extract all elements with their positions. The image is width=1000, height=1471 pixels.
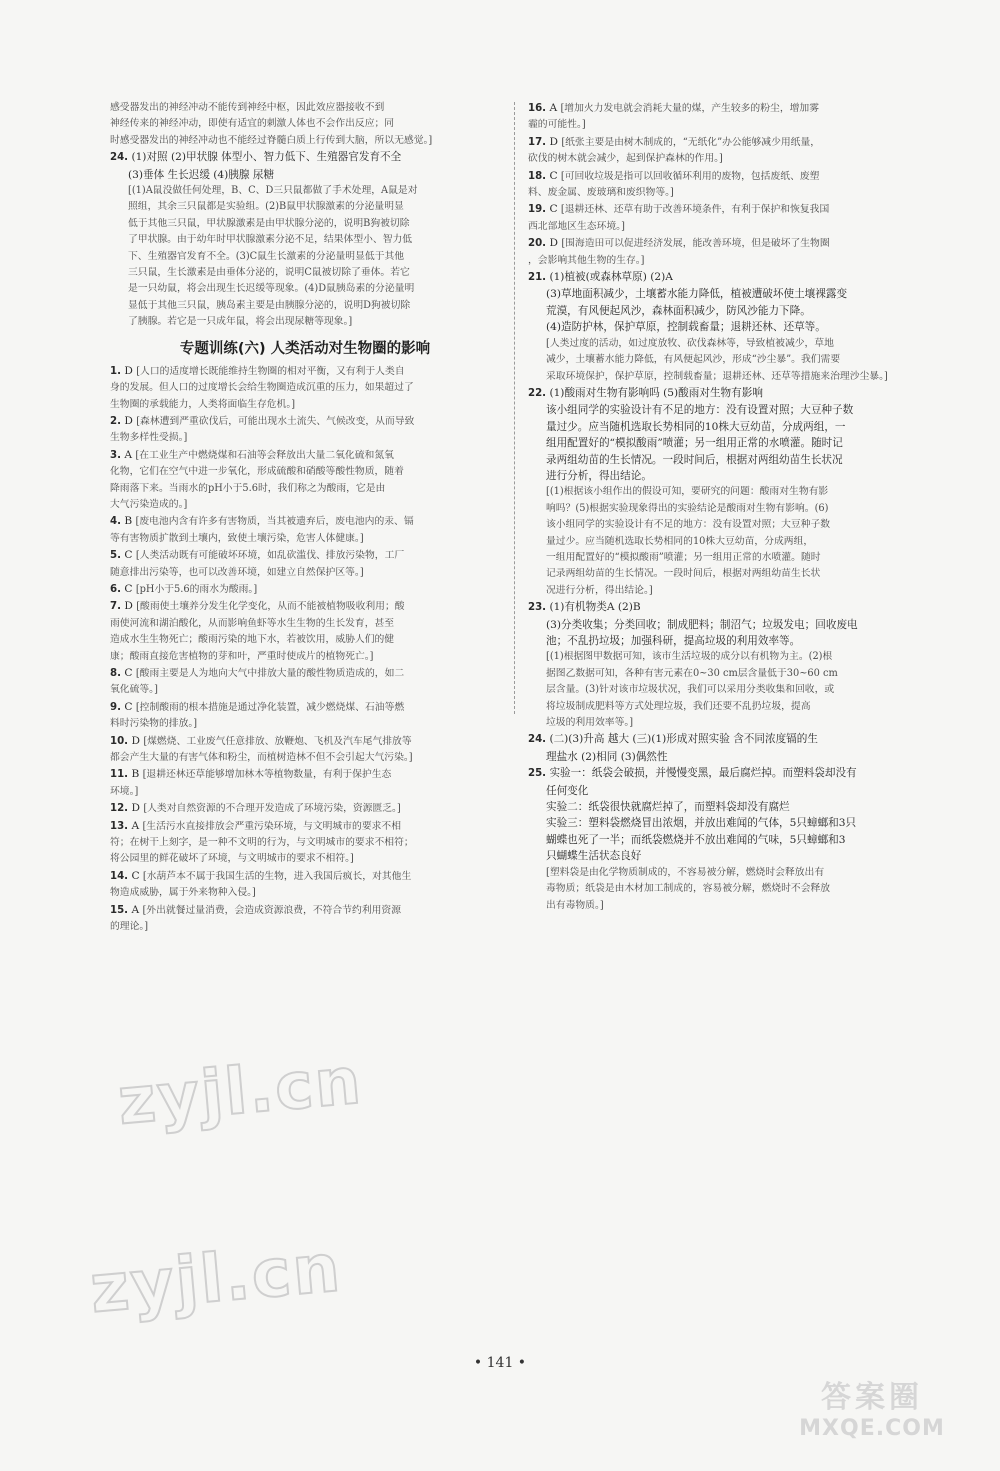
answer-line xyxy=(528,783,920,799)
answer-item xyxy=(110,868,500,902)
answer-choice: B xyxy=(124,515,133,528)
answer-line xyxy=(528,419,920,435)
answer-line xyxy=(110,766,500,783)
answer-item xyxy=(110,581,500,598)
corner-logo xyxy=(782,1372,962,1441)
explanation-text: 了胰腺。若它是一只成年鼠，将会出现尿糖等现象。] xyxy=(128,316,353,328)
question-number: 11. xyxy=(110,769,129,781)
answer-choice: C xyxy=(124,700,133,713)
answer-line xyxy=(110,413,500,430)
answer-line xyxy=(110,598,500,615)
answer-item xyxy=(528,235,920,269)
explanation-text: 感受器发出的神经冲动不能传到神经中枢，因此效应器接收不到 xyxy=(110,102,385,113)
explanation-text: 出有毒物质。] xyxy=(546,899,604,911)
explanation-text: 身的发展。但人口的过度增长会给生物圈造成沉重的压力，如果超过了 xyxy=(110,382,414,394)
question-number: 24. xyxy=(528,734,547,746)
explanation-text: 况进行分析，得出结论。] xyxy=(546,584,653,596)
explanation-text: [控制酸雨的根本措施是通过净化装置，减少燃烧煤、石油等燃 xyxy=(135,701,405,713)
explanation-text: 层含量。(3)针对该市垃圾状况，我们可以采用分类收集和回收，或 xyxy=(546,684,835,696)
answer-text: (二)(3)升高 越大 (三)(1)形成对照实验 含不同浓度镉的生 xyxy=(549,733,818,746)
answer-item xyxy=(110,699,500,733)
question-number: 20. xyxy=(528,238,547,250)
answer-line xyxy=(110,513,500,530)
answer-choice: A xyxy=(124,448,132,461)
logo-url: MXQE.COM xyxy=(799,1416,945,1441)
answer-line xyxy=(528,749,920,765)
question-number: 3. xyxy=(110,449,121,461)
explanation-text: 显低于其他三只鼠，胰岛素主要是由胰腺分泌的，说明D狗被切除 xyxy=(128,299,411,311)
explanation-text: 康；酸雨直接危害植物的芽和叶，严重时使成片的植物死亡。] xyxy=(110,650,374,662)
explanation-text: [人口的适度增长既能维持生物圈的相对平衡，又有利于人类自 xyxy=(136,365,405,377)
answer-item xyxy=(110,413,500,447)
answer-choice: C xyxy=(124,582,133,595)
explanation-text: 将垃圾制成肥料等方式处理垃圾，我们还要不乱扔垃圾，提高 xyxy=(546,700,811,712)
question-number: 8. xyxy=(110,668,121,679)
question-number: 25. xyxy=(528,768,547,780)
answer-item xyxy=(110,598,500,665)
question-number: 9. xyxy=(110,701,121,713)
explanation-text: 下、生殖器官发育不全。(3)C鼠生长激素的分泌量明显低于其他 xyxy=(128,250,405,262)
answer-line xyxy=(528,731,920,748)
answer-line xyxy=(528,235,920,252)
explanation-text: 砍伐的树木就会减少，起到保护森林的作用。] xyxy=(528,153,723,165)
answer-line xyxy=(110,800,500,817)
explanation-text: 垃圾的利用效率等。] xyxy=(546,717,634,729)
explanation-text: [水葫芦本不属于我国生活的生物，进入我国后疯长，对其他生 xyxy=(142,870,412,882)
explanation-text: 降雨落下来。当雨水的pH小于5.6时，我们称之为酸雨，它是由 xyxy=(110,482,386,494)
answer-choice: A xyxy=(549,102,558,114)
answer-item xyxy=(110,665,500,699)
explanation-text: 符；在树干上刻字，是一种不文明的行为，与文明城市的要求不相符； xyxy=(110,837,414,849)
answer-text: 量过少。应当随机选取长势相同的10株大豆幼苗，分成两组，一 xyxy=(546,420,846,433)
explanation-text: 氧化硫等。] xyxy=(110,684,158,696)
question-number: 23. xyxy=(528,602,547,614)
answer-text: 理盐水 (2)相同 (3)偶然性 xyxy=(546,750,668,763)
answer-text: 任何变化 xyxy=(546,784,589,797)
answer-line xyxy=(528,319,920,335)
answer-text: (3)草地面积减少，土壤蓄水能力降低，植被遭破坏使土壤裸露变 xyxy=(546,288,848,301)
answer-text: (3)分类收集；分类回收；制成肥料；制沼气；垃圾发电；回收废电 xyxy=(546,618,858,631)
answer-line xyxy=(110,149,500,166)
explanation-text: 西北部地区生态环境。] xyxy=(528,220,625,232)
column-divider xyxy=(514,102,515,714)
explanation-text: [纸张主要是由树木制成的，“无纸化”办公能够减少用纸量， xyxy=(561,136,821,148)
answer-line xyxy=(528,201,920,218)
question-number: 24. xyxy=(110,152,129,164)
answer-item xyxy=(110,547,500,581)
explanation-text: 都会产生大量的有害气体和粉尘，而植树造林不但不会引起大气污染。] xyxy=(110,752,413,764)
explanation-text: 一组用配置好的“模拟酸雨”喷灌；另一组用正常的水喷灌。随时 xyxy=(546,551,821,563)
explanation-text: 化物，它们在空气中进一步氧化，形成硫酸和硝酸等酸性物质，随着 xyxy=(110,466,404,478)
explanation-text: 采取环境保护，保护草原，控制载畜量；退耕还林、还草等措施来治理沙尘暴。] xyxy=(546,370,888,382)
answer-choice: B xyxy=(131,768,140,781)
question-number: 12. xyxy=(110,803,129,815)
answer-item xyxy=(528,134,920,168)
answer-line xyxy=(528,633,920,649)
answer-item xyxy=(528,201,920,235)
answer-item xyxy=(110,363,500,413)
question-number: 1. xyxy=(110,365,121,377)
answer-item xyxy=(528,100,920,134)
answer-line xyxy=(528,303,920,319)
answer-line xyxy=(528,385,920,402)
question-number: 18. xyxy=(528,170,547,182)
explanation-text: 料、废金属、废玻璃和废织物等。] xyxy=(528,187,674,199)
answer-item xyxy=(110,766,500,800)
answer-choice: D xyxy=(124,600,133,613)
explanation-text: [(1)根据图甲数据可知，该市生活垃圾的成分以有机物为主。(2)根 xyxy=(546,651,833,663)
explanation-text: [在工业生产中燃烧煤和石油等会释放出大量二氧化硫和氮氧 xyxy=(135,449,394,461)
explanation-text: [人类过度的活动，如过度放牧、砍伐森林等，导致植被减少，草地 xyxy=(546,337,834,349)
answer-line xyxy=(528,452,920,468)
question-number: 14. xyxy=(110,870,129,882)
explanation-text: 物造成威胁，属于外来物种入侵。] xyxy=(110,887,256,899)
question-number: 17. xyxy=(528,136,547,148)
answer-text: 只蝴蝶生活状态良好 xyxy=(546,850,642,863)
explanation-text: 量过少。应当随机选取长势相同的10株大豆幼苗，分成两组， xyxy=(546,535,814,547)
question-number: 16. xyxy=(528,103,547,114)
explanation-text: [煤燃烧、工业废气任意排放、放鞭炮、飞机及汽车尾气排放等 xyxy=(143,735,412,747)
answer-item xyxy=(528,765,920,914)
explanation-text: [塑料袋是由化学物质制成的，不容易被分解，燃烧时会释放出有 xyxy=(546,866,825,878)
logo-text: 答案圈 xyxy=(821,1380,923,1415)
answer-choice: A xyxy=(131,819,140,832)
answer-line xyxy=(528,269,920,286)
answer-choice: C xyxy=(131,869,140,882)
answer-text: (3)垂体 生长迟缓 (4)胰腺 尿糖 xyxy=(128,168,275,181)
explanation-text: [pH小于5.6的雨水为酸雨。] xyxy=(135,583,258,595)
answer-line xyxy=(110,363,500,380)
answer-choice: C xyxy=(549,169,558,182)
explanation-text: 据图乙数据可知，各种有害元素在0~30 cm层含量低于30~60 cm xyxy=(546,667,838,679)
left-column xyxy=(110,100,500,936)
answer-text: 荒漠，有风便起风沙，森林面积减少，防风沙能力下降。 xyxy=(546,304,811,317)
question-number: 21. xyxy=(528,272,547,284)
section-title: 专题训练(六) 人类活动对生物圈的影响 xyxy=(179,340,431,357)
answer-choice: D xyxy=(124,364,133,377)
question-number: 19. xyxy=(528,204,547,216)
answer-choice: C xyxy=(124,667,133,679)
explanation-text: 生物圈的承载能力，人类将面临生存危机。] xyxy=(110,398,296,410)
question-number: 6. xyxy=(110,583,121,595)
explanation-text: 造成水生生物死亡；酸雨污染的地下水，若被饮用，威胁人们的健 xyxy=(110,634,395,646)
explanation-text: 照组，其余三只鼠都是实验组。(2)B鼠甲状腺激素的分泌量明显 xyxy=(128,201,404,213)
explanation-text: 三只鼠，生长激素是由垂体分泌的，说明C鼠被切除了垂体。若它 xyxy=(128,267,410,279)
watermark: zyjl.cn xyxy=(115,1044,366,1140)
explanation-text: [人类活动既有可能破坏环境，如乱砍滥伐、排放污染物，工厂 xyxy=(135,550,405,562)
answer-line xyxy=(528,168,920,185)
explanation-text: [外出就餐过量消费，会造成资源浪费，不符合节约利用资源 xyxy=(142,904,402,916)
explanation-text: 霾的可能性。] xyxy=(528,119,586,131)
question-number: 2. xyxy=(110,415,121,427)
explanation-text: [(1)根据该小组作出的假设可知，要研究的问题：酸雨对生物有影 xyxy=(546,486,829,498)
explanation-text: [退耕还林、还草有助于改善环境条件，有利于保护和恢复我国 xyxy=(560,204,830,216)
answer-item xyxy=(110,447,500,514)
explanation-text: 该小组同学的实验设计有不足的地方：没有设置对照；大豆种子数 xyxy=(546,519,831,531)
question-number: 15. xyxy=(110,904,129,916)
answer-line xyxy=(110,733,500,750)
answer-choice: A xyxy=(131,903,140,916)
answer-line xyxy=(528,402,920,418)
answer-item xyxy=(110,149,500,330)
explanation-text: [增加火力发电就会消耗大量的煤，产生较多的粉尘，增加雾 xyxy=(560,103,820,114)
answer-text: 录两组幼苗的生长情况。一段时间后，根据对两组幼苗生长状况 xyxy=(546,453,843,466)
explanation-text: [(1)A鼠没做任何处理，B、C、D三只鼠都做了手术处理，A鼠是对 xyxy=(128,185,418,197)
question-number: 4. xyxy=(110,516,121,528)
answer-text: 实验二：纸袋很快就腐烂掉了，而塑料袋却没有腐烂 xyxy=(546,801,790,814)
answer-item xyxy=(110,800,500,817)
answer-line xyxy=(110,818,500,835)
answer-line xyxy=(528,286,920,302)
answer-item xyxy=(110,733,500,767)
explanation-text: [人类对自然资源的不合理开发造成了环境污染，资源匮乏。] xyxy=(143,803,401,815)
explanation-text: [退耕还林还草能够增加林木等植物数量，有利于保护生态 xyxy=(142,769,392,781)
question-number: 22. xyxy=(528,387,547,399)
answer-item xyxy=(110,513,500,547)
explanation-text: 减少，土壤蓄水能力降低，有风便起风沙，形成“沙尘暴”。我们需要 xyxy=(546,354,841,366)
answer-line xyxy=(528,848,920,864)
answer-item xyxy=(528,269,920,385)
answer-choice: D xyxy=(131,734,140,747)
answer-line xyxy=(110,447,500,464)
answer-choice: C xyxy=(124,549,133,562)
explanation-text: 了甲状腺。由于幼年时甲状腺激素分泌不足，结果体型小、智力低 xyxy=(128,234,413,246)
explanation-text: 等有害物质扩散到土壤内，致使土壤污染，危害人体健康。] xyxy=(110,532,364,544)
answer-line xyxy=(528,765,920,782)
answer-text: 该小组同学的实验设计有不足的地方：没有设置对照；大豆种子数 xyxy=(546,404,854,417)
explanation-text: 环境。] xyxy=(110,785,139,797)
answer-line xyxy=(528,468,920,484)
explanation-text: 雨使河流和湖泊酸化，从而影响鱼虾等水生生物的生长发育，甚至 xyxy=(110,617,395,629)
explanation-text: 低于其他三只鼠，甲状腺激素是由甲状腺分泌的，说明B狗被切除 xyxy=(128,217,410,229)
answer-item xyxy=(528,731,920,765)
explanation-text: [废电池内含有许多有害物质，当其被遗弃后，废电池内的汞、镉 xyxy=(135,516,414,528)
explanation-text: 时感受器发出的神经冲动也不能经过脊髓白质上行传到大脑，所以无感觉。] xyxy=(110,134,433,146)
answer-text: 实验一：纸袋会破损，并慢慢变黑，最后腐烂掉。而塑料袋却没有 xyxy=(549,767,857,780)
answer-line xyxy=(110,547,500,564)
answer-line xyxy=(528,832,920,848)
answer-line xyxy=(528,617,920,633)
explanation-text: [酸雨使土壤养分发生化学变化，从而不能被植物吸收利用；酸 xyxy=(136,601,405,613)
answer-item xyxy=(528,599,920,731)
explanation-text: 记录两组幼苗的生长情况。一段时间后，根据对两组幼苗生长状 xyxy=(546,568,821,580)
answer-line xyxy=(528,134,920,151)
answer-choice: D xyxy=(549,237,558,250)
answer-choice: D xyxy=(124,414,133,427)
answer-item xyxy=(528,168,920,202)
answer-line xyxy=(110,699,500,716)
answer-text: (1)植被(或森林草原) (2)A xyxy=(549,271,673,284)
question-number: 7. xyxy=(110,601,121,613)
answer-line xyxy=(528,100,920,117)
answer-text: 蝴蝶也死了一半；而纸袋燃烧并不放出难闻的气味，5只蟑螂和3 xyxy=(546,833,846,846)
answer-text: 组用配置好的“模拟酸雨”喷灌；另一组用正常的水喷灌。随时记 xyxy=(546,437,843,450)
answer-line xyxy=(528,435,920,451)
page-number: • 141 • xyxy=(473,1355,527,1371)
answer-text: 实验三：塑料袋燃烧冒出浓烟，并放出难闻的气体，5只蟑螂和3只 xyxy=(546,817,857,830)
question-number: 13. xyxy=(110,820,129,832)
explanation-text: 生物多样性受损。] xyxy=(110,432,188,444)
explanation-text: [酸雨主要是人为地向大气中排放大量的酸性物质造成的，如二 xyxy=(135,668,405,679)
answer-text: (1)酸雨对生物有影响吗 (5)酸雨对生物有影响 xyxy=(549,386,763,399)
explanation-text: 随意排出污染等，也可以改善环境，如建立自然保护区等。] xyxy=(110,566,364,578)
answer-choice: D xyxy=(131,802,140,815)
explanation-text: 大气污染造成的。] xyxy=(110,498,188,510)
explanation-text: [生活污水直接排放会严重污染环境，与文明城市的要求不相 xyxy=(142,820,402,832)
explanation-text: [森林遭到严重砍伐后，可能出现水土流失、气候改变，从而导致 xyxy=(136,415,415,427)
explanation-text: 响吗？(5)根据实验现象得出的实验结论是酸雨对生物有影响。(6) xyxy=(546,502,829,514)
answer-item xyxy=(110,902,500,936)
answer-line xyxy=(528,799,920,815)
answer-text: (1)对照 (2)甲状腺 体型小、智力低下、生殖器官发育不全 xyxy=(131,151,402,164)
answer-line xyxy=(110,868,500,885)
answer-choice: D xyxy=(549,135,558,148)
explanation-text: 将公园里的鲜花破坏了环境，与文明城市的要求不相符。] xyxy=(110,853,354,865)
answer-choice: C xyxy=(549,203,558,216)
answer-line xyxy=(528,599,920,616)
explanation-text: 是一只幼鼠，将会出现生长迟缓等现象。(4)D鼠胰岛素的分泌量明 xyxy=(128,283,415,295)
explanation-text: 料时污染物的排放。] xyxy=(110,718,198,730)
explanation-text: 神经传来的神经冲动，即使有适宜的刺激人体也不会作出反应；同 xyxy=(110,118,395,130)
question-number: 10. xyxy=(110,735,129,747)
explanation-text: ，会影响其他生物的生存。] xyxy=(528,254,645,266)
answer-text: 池；不乱扔垃圾；加强科研，提高垃圾的利用效率等。 xyxy=(546,635,801,647)
answer-item xyxy=(110,818,500,868)
answer-line xyxy=(110,581,500,598)
answer-text: 进行分析，得出结论。 xyxy=(546,469,652,482)
answer-line xyxy=(528,815,920,831)
question-number: 5. xyxy=(110,550,121,562)
explanation-text: [可回收垃圾是指可以回收循环利用的废物，包括废纸、废塑 xyxy=(560,170,820,182)
explanation-text: 毒物质；纸袋是由木材加工制成的，容易被分解，燃烧时不会释放 xyxy=(546,883,831,895)
explanation-text: 的理论。] xyxy=(110,921,149,933)
watermark: zyjl.cn xyxy=(87,1229,345,1328)
answer-line xyxy=(110,902,500,919)
answer-line xyxy=(110,665,500,682)
right-column xyxy=(528,100,920,914)
answer-line xyxy=(110,167,500,183)
answer-text: (4)造防护林，保护草原，控制载畜量；退耕还林、还草等。 xyxy=(546,321,826,334)
answer-text: (1)有机物类A (2)B xyxy=(549,601,641,614)
answer-item xyxy=(528,385,920,599)
explanation-text: [围海造田可以促进经济发展，能改善环境，但是破坏了生物圈 xyxy=(561,238,830,250)
